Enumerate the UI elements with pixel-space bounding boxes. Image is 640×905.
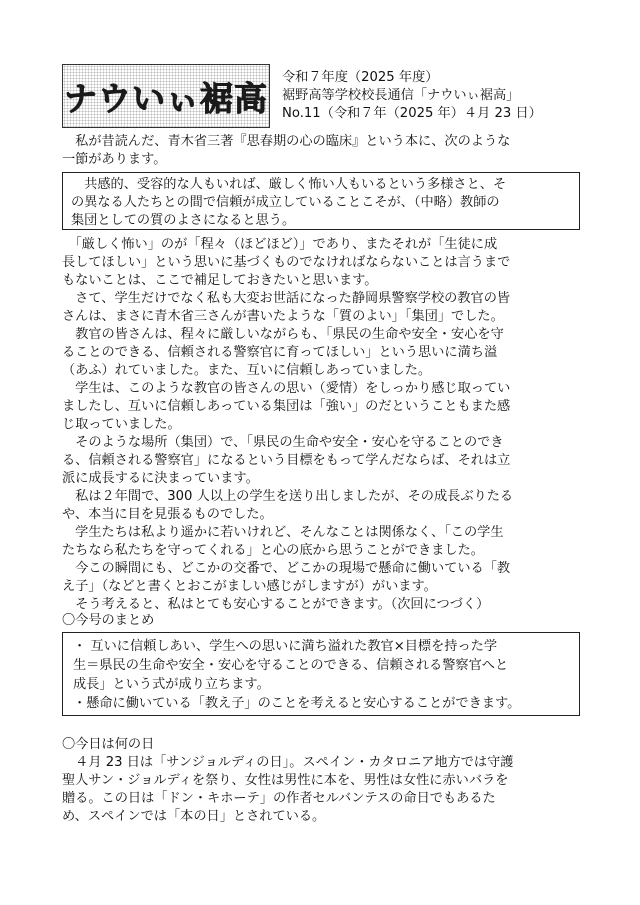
quote-box xyxy=(62,172,580,230)
quote-line: 共感的、受容的な人もいれば、厳しく怖い人もいるという多様さと、そ xyxy=(71,177,507,192)
summary-box xyxy=(62,632,580,716)
issue-number-date: No.11（令和７年（2025 年）４月 23 日） xyxy=(282,106,542,121)
summary-line: ・ 互いに信頼しあい、学生への思いに満ち溢れた教官×目標を持った学 xyxy=(73,639,498,654)
text-line: もないことは、ここで補足しておきたいと思います。 xyxy=(62,273,378,288)
text-line: 一節があります。 xyxy=(62,152,167,167)
summary-line: 成長」という式が成り立ちます。 xyxy=(73,677,270,692)
today-text xyxy=(62,754,592,826)
logo-box xyxy=(62,64,270,128)
text-line: ４月 23 日は「サンジョルディの日」。スペイン・カタロニア地方では守護 xyxy=(62,755,514,770)
text-line: や、本当に目を見張るものでした。 xyxy=(62,507,273,522)
text-line: 私が昔読んだ、青木省三著『思春期の心の臨床』という本に、次のような xyxy=(62,134,511,149)
text-line: 聖人サン・ジョルディを祭り、女性は男性に本を、男性は女性に赤いバラを xyxy=(62,773,509,788)
issue-info xyxy=(276,64,586,128)
text-line: め、スペインでは「本の日」とされている。 xyxy=(62,809,326,824)
text-line: そのような場所（集団）で、「県民の生命や安全・安心を守ることのでき xyxy=(62,435,504,450)
text-line: 今この瞬間にも、どこかの交番で、どこかの現場で懸命に働いている「教 xyxy=(62,561,511,576)
text-line: 私は２年間で、300 人以上の学生を送り出しましたが、その成長ぶりたる xyxy=(62,489,514,504)
summary-heading: 〇今号のまとめ xyxy=(62,613,155,628)
text-line: そう考えると、私はとても安心することができます。（次回につづく） xyxy=(62,597,490,612)
text-line: じ取っていました。 xyxy=(62,417,181,432)
text-line: 学生たちは私より遥かに若いけれど、そんなことは関係なく、「この学生 xyxy=(62,525,504,540)
text-line: 教官の皆さんは、程々に厳しいながらも、「県民の生命や安全・安心を守 xyxy=(62,327,504,342)
text-line: 学生は、このような教官の皆さんの思い（愛情）をしっかり感じ取ってい xyxy=(62,381,511,396)
text-line: 「厳しく怖い」のが「程々（ほどほど）」であり、またそれが「生徒に成 xyxy=(62,237,498,252)
text-line: さて、学生だけでなく私も大変お世話になった静岡県警察学校の教官の皆 xyxy=(62,291,511,306)
text-line: （あふ）れていました。また、互いに信頼しあっていました。 xyxy=(62,363,432,378)
text-line: る、信頼される警察官」になるという目標をもって学んだならば、それは立 xyxy=(62,453,511,468)
text-line: 長してほしい」という思いに基づくものでなければならないことは言うまで xyxy=(62,255,511,270)
quote-line: 集団としての質のよさになると思う。 xyxy=(71,213,296,228)
summary-line: ・懸命に働いている「教え子」のことを考えると安心することができます。 xyxy=(73,696,521,711)
header xyxy=(62,64,586,128)
today-heading: 〇今日は何の日 xyxy=(62,737,155,752)
text-line: ることのできる、信頼される警察官に育ってほしい」という思いに満ち溢 xyxy=(62,345,498,360)
intro-paragraph xyxy=(62,133,592,169)
text-line: たちなら私たちを守ってくれる」と心の底から思うことができました。 xyxy=(62,543,484,558)
text-line: 派に成長するに決まっています。 xyxy=(62,471,259,486)
issue-title: 裾野高等学校校長通信「ナウいぃ裾高」 xyxy=(282,88,520,103)
text-line: ましたし、互いに信頼しあっている集団は「強い」のだということもまた感 xyxy=(62,399,511,414)
newsletter-logo: ナウいぃ裾高 xyxy=(64,78,268,118)
text-line: さんは、まさに青木省三さんが書いたような「質のよい」「集団」でした。 xyxy=(62,309,504,324)
issue-year: 令和７年度（2025 年度） xyxy=(282,70,439,85)
text-line: え子」（などと書くとおこがましい感じがしますが）がいます。 xyxy=(62,579,437,594)
body-text xyxy=(62,236,592,614)
quote-line: の異なる人たちとの間で信頼が成立していることこそが、（中略）教師の xyxy=(71,195,500,210)
summary-line: 生＝県民の生命や安全・安心を守ることのできる、信頼される警察官へと xyxy=(73,658,509,673)
text-line: 贈る。この日は「ドン・キホーテ」の作者セルバンテスの命日でもあるた xyxy=(62,791,496,806)
